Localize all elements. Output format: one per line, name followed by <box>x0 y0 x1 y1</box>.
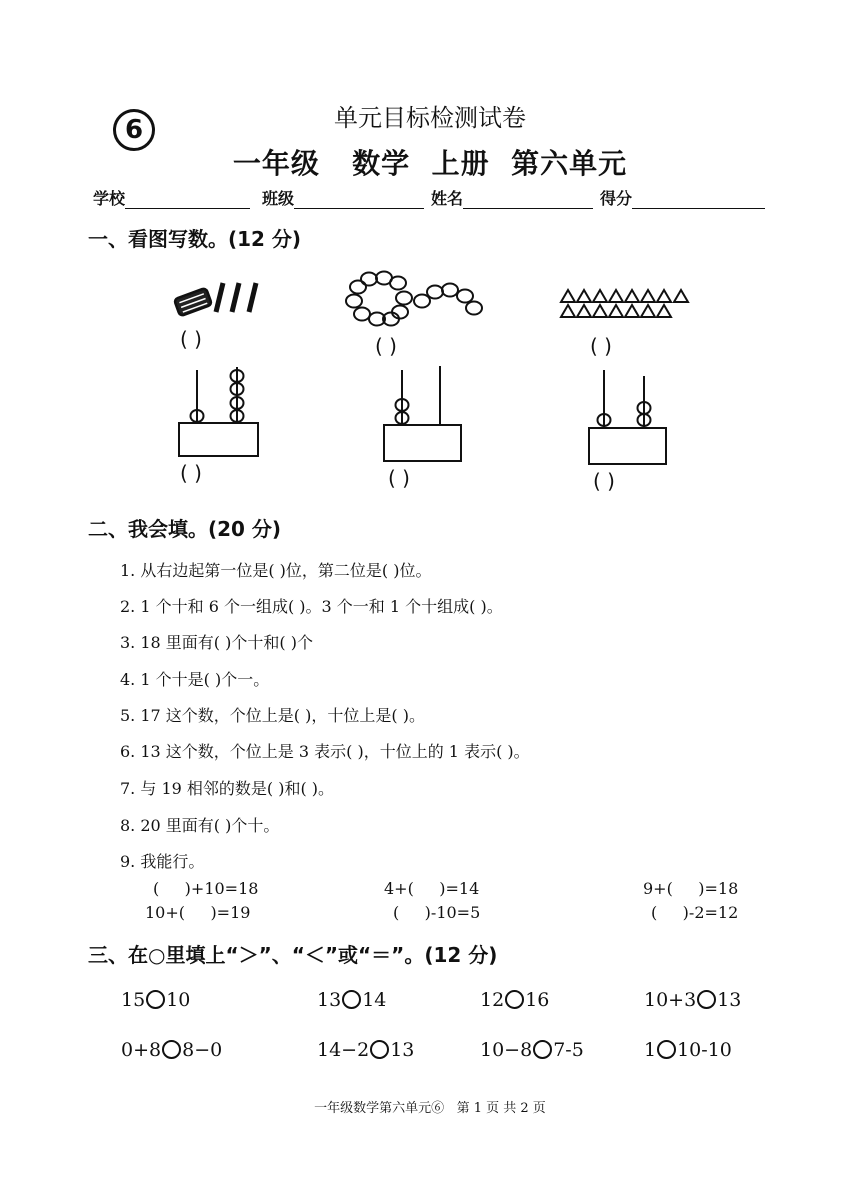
field-class-label: 班级 <box>262 189 295 208</box>
compare-circle-blank[interactable] <box>370 1040 389 1059</box>
compare-circle-blank[interactable] <box>657 1040 676 1059</box>
fill-question-8: 8. 20 里面有( )个十。 <box>120 816 280 835</box>
fill-question-2: 2. 1 个十和 6 个一组成( )。3 个一和 1 个十组成( )。 <box>120 597 503 616</box>
single-sticks-figure <box>216 283 256 312</box>
compare-circle-blank[interactable] <box>533 1040 552 1059</box>
compare-item: 10+3 13 <box>644 989 742 1011</box>
calc-item: 4+( )=14 <box>384 879 480 898</box>
answer-blank-sticks[interactable]: ( ) <box>180 327 202 351</box>
section-2-heading: 二、我会填。(20 分) <box>88 517 282 541</box>
field-score-label: 得分 <box>600 189 633 208</box>
compare-circle-blank[interactable] <box>697 990 716 1009</box>
footer-page-number: 第 1 页 共 2 页 <box>456 1101 546 1116</box>
fill-question-6: 6. 13 这个数，个位上是 3 表示( )，十位上的 1 表示( )。 <box>120 742 530 761</box>
fill-question-7: 7. 与 19 相邻的数是( )和( )。 <box>120 779 335 798</box>
compare-item: 14−2 13 <box>317 1039 415 1061</box>
answer-blank-abacus-3[interactable]: ( ) <box>593 469 615 493</box>
fill-question-1: 1. 从右边起第一位是( )位，第二位是( )位。 <box>120 561 432 580</box>
abacus-3 <box>589 370 666 464</box>
compare-circle-blank[interactable] <box>146 990 165 1009</box>
exam-subtitle: 一年级 数学 上册 第六单元 <box>232 147 628 180</box>
ten-bundle-figure <box>174 283 256 316</box>
triangles-figure <box>561 290 688 317</box>
fill-question-5: 5. 17 这个数，个位上是( )，十位上是( )。 <box>120 706 425 725</box>
compare-item: 1 10-10 <box>644 1039 732 1061</box>
fill-question-9: 9. 我能行。 <box>120 852 205 871</box>
abacus-2 <box>384 366 461 461</box>
answer-blank-triangles[interactable]: ( ) <box>590 334 612 358</box>
calc-item: ( )+10=18 <box>153 879 259 898</box>
field-school-label: 学校 <box>93 189 126 208</box>
calc-item: ( )-10=5 <box>393 903 481 922</box>
field-name-label: 姓名 <box>431 189 464 208</box>
exam-title: 单元目标检测试卷 <box>334 104 526 132</box>
compare-item: 12 16 <box>480 989 550 1011</box>
compare-item: 10−8 7-5 <box>480 1039 584 1061</box>
calc-item: 10+( )=19 <box>145 903 251 922</box>
fill-question-3: 3. 18 里面有( )个十和( )个 <box>120 633 313 652</box>
footer-text: 一年级数学第六单元⑥ <box>314 1101 445 1116</box>
unit-number-badge: 6 <box>113 109 155 151</box>
circles-figure <box>346 272 482 326</box>
page-footer <box>0 1097 860 1116</box>
answer-blank-abacus-1[interactable]: ( ) <box>180 461 202 485</box>
compare-circle-blank[interactable] <box>505 990 524 1009</box>
section-3-heading: 三、在○里填上“＞”、“＜”或“＝”。(12 分) <box>88 943 498 967</box>
compare-item: 15 10 <box>121 989 191 1011</box>
compare-item: 0+8 8−0 <box>121 1039 223 1061</box>
answer-blank-circles[interactable]: ( ) <box>375 334 397 358</box>
abacus-1 <box>179 367 258 456</box>
compare-circle-blank[interactable] <box>162 1040 181 1059</box>
fill-question-4: 4. 1 个十是( )个一。 <box>120 670 270 689</box>
calc-item: ( )-2=12 <box>651 903 739 922</box>
answer-blank-abacus-2[interactable]: ( ) <box>388 466 410 490</box>
calc-item: 9+( )=18 <box>643 879 739 898</box>
compare-circle-blank[interactable] <box>342 990 361 1009</box>
section-1-heading: 一、看图写数。(12 分) <box>88 227 302 251</box>
compare-item: 13 14 <box>317 989 387 1011</box>
